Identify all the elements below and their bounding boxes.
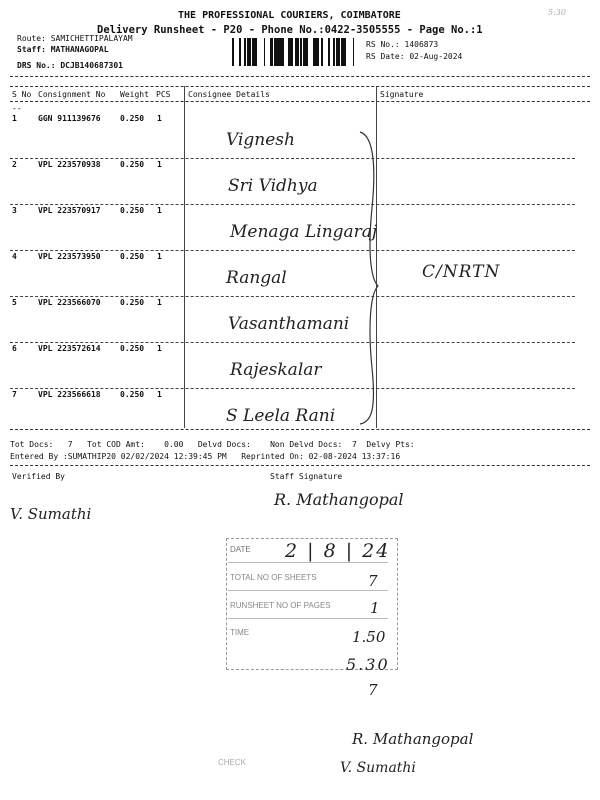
row-sno: 5 (12, 298, 17, 307)
row-weight: 0.250 (120, 206, 145, 215)
stamp-time-label: TIME (230, 628, 250, 637)
verified-signature: V. Sumathi (10, 505, 92, 523)
row-weight: 0.250 (120, 252, 145, 261)
stamp-time-value: 1.50 (352, 628, 386, 646)
entered-line: Entered By :SUMATHIP20 02/02/2024 12:39:45 PM Reprinted On: 02-08-2024 13:37:16 (10, 452, 401, 461)
row-divider (10, 388, 575, 389)
stamp-check-label: CHECK (218, 758, 247, 767)
dash-mark: -- (12, 104, 22, 113)
row-consignee-handwritten: Vasanthamani (228, 314, 350, 334)
stamp-total-label: TOTAL NO OF SHEETS (230, 573, 317, 582)
row-pcs: 1 (157, 298, 162, 307)
row-consignee-handwritten: Vignesh (226, 130, 295, 150)
row-divider (10, 250, 575, 251)
row-sno: 7 (12, 390, 17, 399)
row-consignee-handwritten: Menaga Lingaraj (230, 222, 378, 242)
row-consignment: VPL 223566070 (38, 298, 101, 307)
route-label: Route: SAMICHETTIPALAYAM (17, 34, 133, 43)
row-consignee-handwritten: Sri Vidhya (228, 176, 318, 196)
row-sno: 1 (12, 114, 17, 123)
row-sno: 3 (12, 206, 17, 215)
stamp-total-value: 7 (368, 572, 378, 590)
stamp-date-label: DATE (230, 545, 251, 554)
stamp-date-value: 2 | 8 | 24 (285, 540, 391, 562)
return-count: 7 (368, 681, 378, 699)
footer-divider-2 (10, 465, 590, 466)
row-pcs: 1 (157, 160, 162, 169)
col-consignment: Consignment No (38, 90, 106, 99)
row-pcs: 1 (157, 390, 162, 399)
row-consignee-handwritten: S Leela Rani (226, 406, 336, 426)
row-divider (10, 342, 575, 343)
row-pcs: 1 (157, 114, 162, 123)
row-sno: 4 (12, 252, 17, 261)
return-time: 5.30 (346, 655, 390, 674)
staff-signature: R. Mathangopal (274, 490, 404, 509)
row-pcs: 1 (157, 344, 162, 353)
corner-mark: 5:30 (548, 8, 566, 17)
stamp-pages-value: 1 (370, 599, 380, 617)
signature-note: C/NRTN (422, 262, 501, 282)
barcode (232, 38, 360, 66)
stamp-pages-label: RUNSHEET NO OF PAGES (230, 601, 331, 610)
stamp-signature-2: V. Sumathi (340, 760, 416, 776)
column-header-divider (10, 101, 590, 102)
staff-label: Staff: MATHANAGOPAL (17, 45, 109, 54)
stamp-line-3 (228, 618, 388, 619)
header-divider-2 (10, 86, 590, 87)
consignee-column-line (184, 86, 185, 428)
row-pcs: 1 (157, 252, 162, 261)
stamp-line-1 (228, 562, 388, 563)
row-sno: 2 (12, 160, 17, 169)
row-divider (10, 204, 575, 205)
row-consignment: VPL 223573950 (38, 252, 101, 261)
stamp-line-2 (228, 590, 388, 591)
col-consignee: Consignee Details (188, 90, 270, 99)
row-consignment: VPL 223566618 (38, 390, 101, 399)
col-pcs: PCS (156, 90, 171, 99)
header-divider (10, 76, 590, 77)
rs-number: RS No.: 1406873 (366, 40, 439, 49)
row-consignee-handwritten: Rangal (226, 268, 287, 288)
rs-date: RS Date: 02-Aug-2024 (366, 52, 463, 61)
row-weight: 0.250 (120, 160, 145, 169)
staff-signature-label: Staff Signature (270, 472, 343, 481)
row-weight: 0.250 (120, 344, 145, 353)
footer-divider (10, 429, 590, 430)
verified-by-label: Verified By (12, 472, 65, 481)
row-sno: 6 (12, 344, 17, 353)
runsheet-title: Delivery Runsheet - P20 - Phone No.:0422-3505555 - Page No.:1 (97, 24, 483, 36)
company-name: THE PROFESSIONAL COURIERS, COIMBATORE (178, 10, 401, 21)
row-divider (10, 296, 575, 297)
drs-number: DRS No.: DCJB140687301 (17, 61, 123, 70)
col-sno: S No (12, 90, 32, 99)
row-consignment: GGN 911139676 (38, 114, 101, 123)
row-consignment: VPL 223572614 (38, 344, 101, 353)
row-weight: 0.250 (120, 390, 145, 399)
totals-line: Tot Docs: 7 Tot COD Amt: 0.00 Delvd Docs: Non Delvd Docs: 7 Delvy Pts: (10, 440, 415, 449)
row-consignee-handwritten: Rajeskalar (230, 360, 322, 380)
col-signature: Signature (380, 90, 424, 99)
row-divider (10, 158, 575, 159)
row-consignment: VPL 223570938 (38, 160, 101, 169)
row-weight: 0.250 (120, 114, 145, 123)
col-weight: Weight (120, 90, 149, 99)
stamp-signature-1: R. Mathangopal (352, 730, 474, 748)
row-consignment: VPL 223570917 (38, 206, 101, 215)
row-weight: 0.250 (120, 298, 145, 307)
brace-mark (356, 128, 386, 428)
row-pcs: 1 (157, 206, 162, 215)
